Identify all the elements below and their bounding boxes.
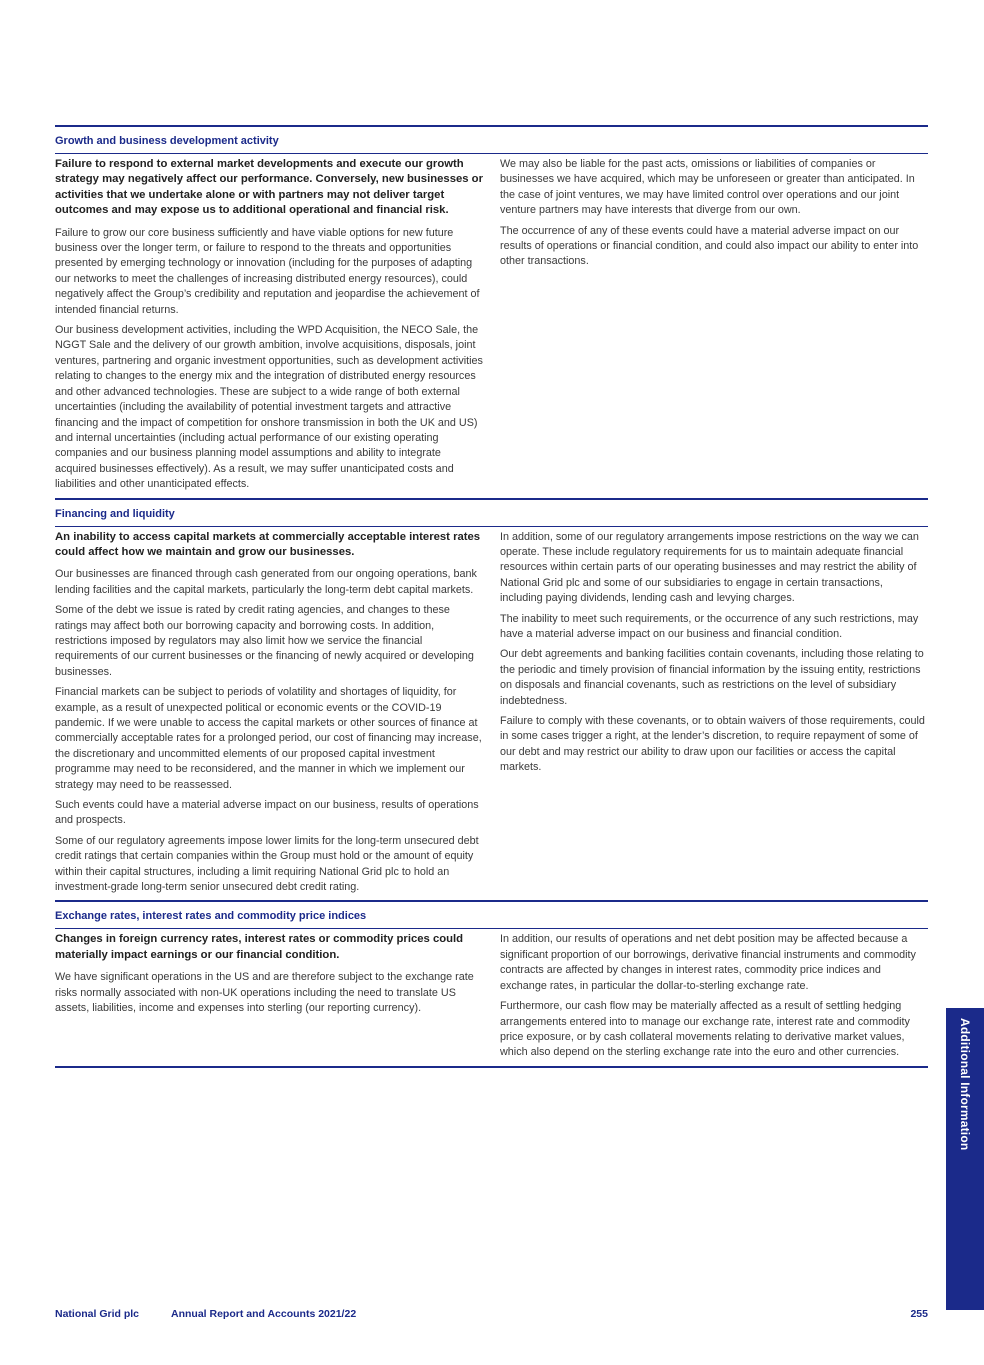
paragraph: The inability to meet such requirements, or the occurrence of any such restrictions, may have a material adverse impact on our business and financial condition. [500, 612, 919, 640]
section-growth [55, 125, 928, 498]
footer-company: National Grid plc [55, 1308, 140, 1320]
paragraph: Some of the debt we issue is rated by credit rating agencies, and changes to these ratings may affect both our borrowing capacity and borrowing costs. In addition, restrictions imposed by regulators may also limit how we service the financial requirements of our current businesses or the financing of newly acquired or developing businesses. [55, 604, 474, 678]
paragraph: Our business development activities, including the WPD Acquisition, the NECO Sale, the NGGT Sale and the delivery of our growth ambition, involve acquisitions, disposals, joint ventures, partnering and organic investment opportunities, such as development activities relating to changes to the energy mix and the integration of distributed energy resources and other advanced technologies. These are subject to a wide range of both external uncertainties (including the availability of potential investment targets and attractive financing and the impact of competition for onshore transmission in both the UK and US) and internal uncertainties (including actual performance of our existing operating companies and our business planning model assumptions and ability to integrate acquired businesses effectively). As a result, we may suffer unanticipated costs and liabilities and other unanticipated effects. [55, 324, 483, 491]
lead-statement: An inability to access capital markets at commercially acceptable interest rates could affect how we maintain and grow our businesses. [55, 530, 481, 558]
lead-statement: Changes in foreign currency rates, interest rates or commodity prices could materially impact earnings or our financial condition. [55, 933, 464, 961]
lead-statement: Failure to respond to external market developments and execute our growth strategy may negatively affect our performance. Conversely, new businesses or activities that we undertake alone or with partners may not deliver target outcomes and may expose us to additional operational and financial risk. [55, 158, 483, 217]
paragraph: Our businesses are financed through cash generated from our ongoing operations, bank lending facilities and the capital markets, particularly the long-term debt capital markets. [55, 568, 477, 596]
paragraph: Furthermore, our cash flow may be materially affected as a result of settling hedging arrangements entered into to manage our exchange rate, interest rate and commodity price exposure, or by cash collateral movements relating to derivative market values, which also depend on the sterling exchange rate into the euro and other currencies. [500, 1000, 910, 1059]
side-tab-label: Additional Information [958, 1018, 972, 1151]
paragraph: Some of our regulatory agreements impose lower limits for the long-term unsecured debt credit ratings that certain companies within the Group must hold or the amount of equity within their capital structures, including a limit requiring National Grid plc to hold an investment-grade long-term senior unsecured debt credit rating. [55, 834, 479, 894]
paragraph: Such events could have a material adverse impact on our business, results of operations and prospects. [55, 799, 479, 827]
paragraph: We may also be liable for the past acts, omissions or liabilities of companies or businesses we have acquired, which may be unforeseen or greater than anticipated. In the case of joint ventures, we may have limited control over operations and our joint venture partners may have interests that diverge from our own. [500, 158, 915, 217]
section-title: Growth and business development activity [55, 127, 928, 154]
paragraph: The occurrence of any of these events could have a material adverse impact on our results of operations or financial condition, and could also impact our ability to enter into other transactions. [500, 224, 919, 268]
right-column [500, 932, 928, 1065]
right-column [500, 157, 928, 498]
paragraph: Failure to comply with these covenants, or to obtain waivers of those requirements, could in some cases trigger a right, at the lender’s discretion, to require repayment of some of our debt and may restrict our ability to draw upon our facilities or access the capital markets. [500, 715, 925, 774]
document-body [55, 125, 928, 1068]
right-column [500, 530, 928, 901]
closing-divider [55, 1066, 928, 1068]
paragraph: In addition, some of our regulatory arrangements impose restrictions on the way we can operate. These include regulatory requirements for us to maintain adequate financial resources within certain parts of our operating businesses and may restrict the ability of National Grid plc and some of our subsidiaries to engage in certain transactions, including paying dividends, lending cash and levying charges. [500, 530, 919, 605]
paragraph: In addition, our results of operations and net debt position may be affected because a significant proportion of our borrowings, derivative financial instruments and commodity contracts are affected by changes in interest rates, commodity price indices and exchange rates, in particular the dollar-to-sterling exchange rate. [500, 933, 916, 992]
left-column [55, 157, 483, 498]
left-column [55, 932, 483, 1065]
page-number: 255 [910, 1308, 928, 1320]
paragraph: We have significant operations in the US and are therefore subject to the exchange rate risks normally associated with non-UK operations including the need to translate US assets, liabilities, income and expenses into sterling (our reporting currency). [55, 971, 474, 1015]
paragraph: Our debt agreements and banking facilities contain covenants, including those relating to the periodic and timely provision of financial information by the issuing entity, restrictions on disposals and financial covenants, such as restrictions on the level of subsidiary indebtedness. [500, 648, 924, 707]
section-exchange-rates [55, 900, 928, 1065]
side-tab-additional-information[interactable] [946, 1008, 984, 1310]
paragraph: Financial markets can be subject to periods of volatility and shortages of liquidity, for example, as a result of unexpected political or economic events or the COVID-19 pandemic. If we were unable to access the capital markets or other sources of finance at commercially acceptable rates for a prolonged period, our cost of financing may increase, the discretionary and uncommitted elements of our proposed capital investment programme may need to be reconsidered, and the manner in which we implement our strategy may need to be reassessed. [55, 686, 482, 791]
section-title: Exchange rates, interest rates and commodity price indices [55, 902, 928, 929]
left-column [55, 530, 483, 901]
footer-report-title: Annual Report and Accounts 2021/22 [171, 1308, 357, 1320]
section-title: Financing and liquidity [55, 500, 928, 527]
paragraph: Failure to grow our core business sufficiently and have viable options for new future business over the longer term, or failure to respond to the threats and opportunities presented by emerging technology or innovation (including for the purposes of adapting our networks to meet the challenges of increasing distributed energy resources), could negatively affect the Group’s credibility and reputation and jeopardise the achievement of intended financial returns. [55, 226, 480, 316]
section-financing [55, 498, 928, 901]
